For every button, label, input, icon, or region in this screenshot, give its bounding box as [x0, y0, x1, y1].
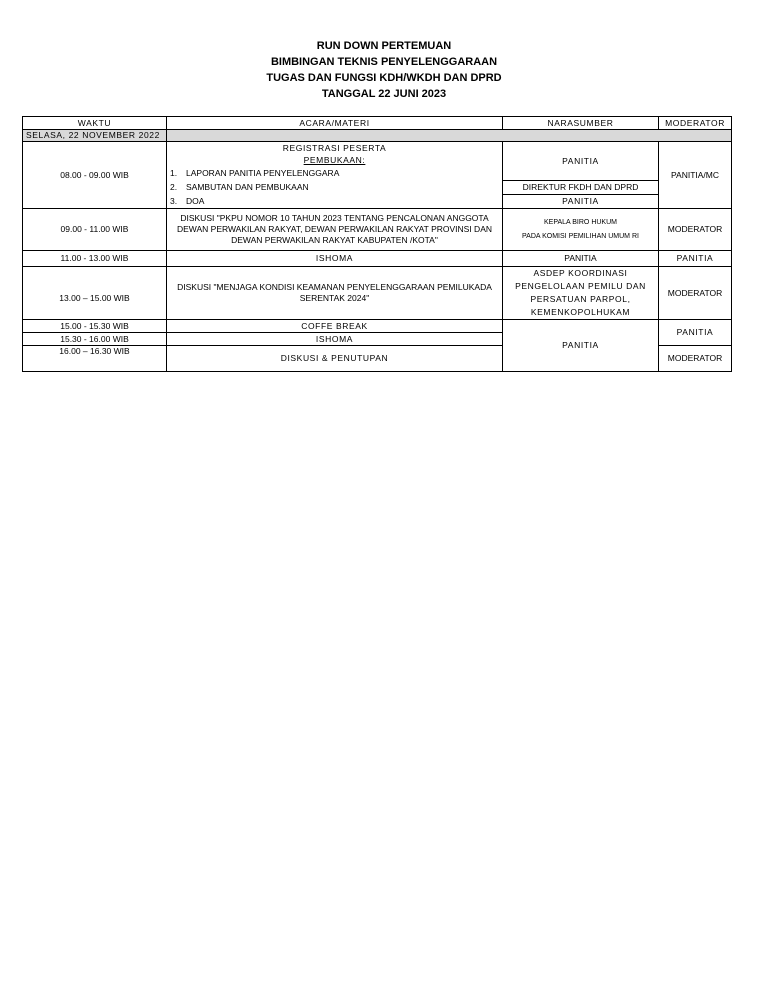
moderator-cell: PANITIA — [659, 320, 732, 346]
title-line-1: RUN DOWN PERTEMUAN — [316, 40, 452, 52]
moderator-cell: MODERATOR — [659, 267, 732, 320]
item-text: DOA — [186, 195, 205, 206]
narasumber-cell: PANITIA — [503, 251, 659, 267]
item-number: 2. — [170, 182, 178, 192]
rundown-table — [22, 116, 732, 372]
table-row — [23, 142, 732, 155]
narasumber-direktur: DIREKTUR FKDH DAN DPRD — [503, 181, 659, 195]
moderator-cell: MODERATOR — [659, 209, 732, 251]
table-row — [23, 320, 732, 333]
time-cell: 15.00 - 15.30 WIB — [23, 320, 167, 333]
acara-item-2 — [167, 181, 503, 195]
table-row — [23, 209, 732, 251]
table-header-row — [23, 117, 732, 130]
item-text: LAPORAN PANITIA PENYELENGGARA — [186, 168, 340, 178]
moderator-cell: PANITIA — [659, 251, 732, 267]
title-line-3: TUGAS DAN FUNGSI KDH/WKDH DAN DPRD — [266, 72, 502, 84]
col-header-narasumber: NARASUMBER — [503, 117, 659, 130]
acara-registrasi: REGISTRASI PESERTA — [167, 142, 503, 155]
time-cell: 13.00 – 15.00 WIB — [23, 267, 167, 320]
narasumber-line-2: PADA KOMISI PEMILIHAN UMUM RI — [522, 232, 639, 240]
time-cell: 15.30 - 16.00 WIB — [23, 333, 167, 346]
acara-cell: DISKUSI "PKPU NOMOR 10 TAHUN 2023 TENTANG PENCALONAN ANGGOTA DEWAN PERWAKILAN RAKYAT, DEWAN PERWAKILAN RAKYAT PROVINSI DAN DEWAN PERWAKILAN RAKYAT KABUPATEN /KOTA" — [167, 209, 503, 251]
day-row-fill — [167, 130, 732, 142]
acara-cell: DISKUSI "MENJAGA KONDISI KEAMANAN PENYELENGGARAAN PEMILUKADA SERENTAK 2024" — [167, 267, 503, 320]
narasumber-cell — [503, 209, 659, 251]
col-header-waktu: WAKTU — [23, 117, 167, 130]
narasumber-cell: PANITIA — [503, 320, 659, 372]
day-label: SELASA, 22 NOVEMBER 2022 — [23, 130, 167, 142]
document-title-block — [0, 38, 768, 102]
narasumber-panitia: PANITIA — [503, 195, 659, 209]
moderator-cell: PANITIA/MC — [659, 142, 732, 209]
item-number: 1. — [170, 168, 178, 178]
time-cell: 11.00 - 13.00 WIB — [23, 251, 167, 267]
acara-cell: DISKUSI & PENUTUPAN — [167, 346, 503, 372]
table-row — [23, 267, 732, 320]
acara-pembukaan: PEMBUKAAN: — [167, 155, 503, 167]
col-header-acara: ACARA/MATERI — [167, 117, 503, 130]
time-cell: 16.00 – 16.30 WIB — [23, 346, 167, 372]
narasumber-cell: ASDEP KOORDINASI PENGELOLAAN PEMILU DAN PERSATUAN PARPOL, KEMENKOPOLHUKAM — [503, 267, 659, 320]
acara-item-3 — [167, 195, 503, 209]
table-row — [23, 251, 732, 267]
acara-cell: ISHOMA — [167, 251, 503, 267]
acara-cell: ISHOMA — [167, 333, 503, 346]
moderator-cell: MODERATOR — [659, 346, 732, 372]
narasumber-line-1: KEPALA BIRO HUKUM — [543, 218, 617, 226]
time-cell: 09.00 - 11.00 WIB — [23, 209, 167, 251]
item-number: 3. — [170, 195, 178, 206]
narasumber-panitia: PANITIA — [503, 142, 659, 181]
title-line-4: TANGGAL 22 JUNI 2023 — [321, 88, 447, 100]
col-header-moderator: MODERATOR — [659, 117, 732, 130]
acara-item-1 — [167, 167, 503, 181]
acara-cell: COFFE BREAK — [167, 320, 503, 333]
title-line-2: BIMBINGAN TEKNIS PENYELENGGARAAN — [270, 56, 498, 68]
time-cell: 08.00 - 09.00 WIB — [23, 142, 167, 209]
day-row — [23, 130, 732, 142]
item-text: SAMBUTAN DAN PEMBUKAAN — [186, 182, 309, 192]
